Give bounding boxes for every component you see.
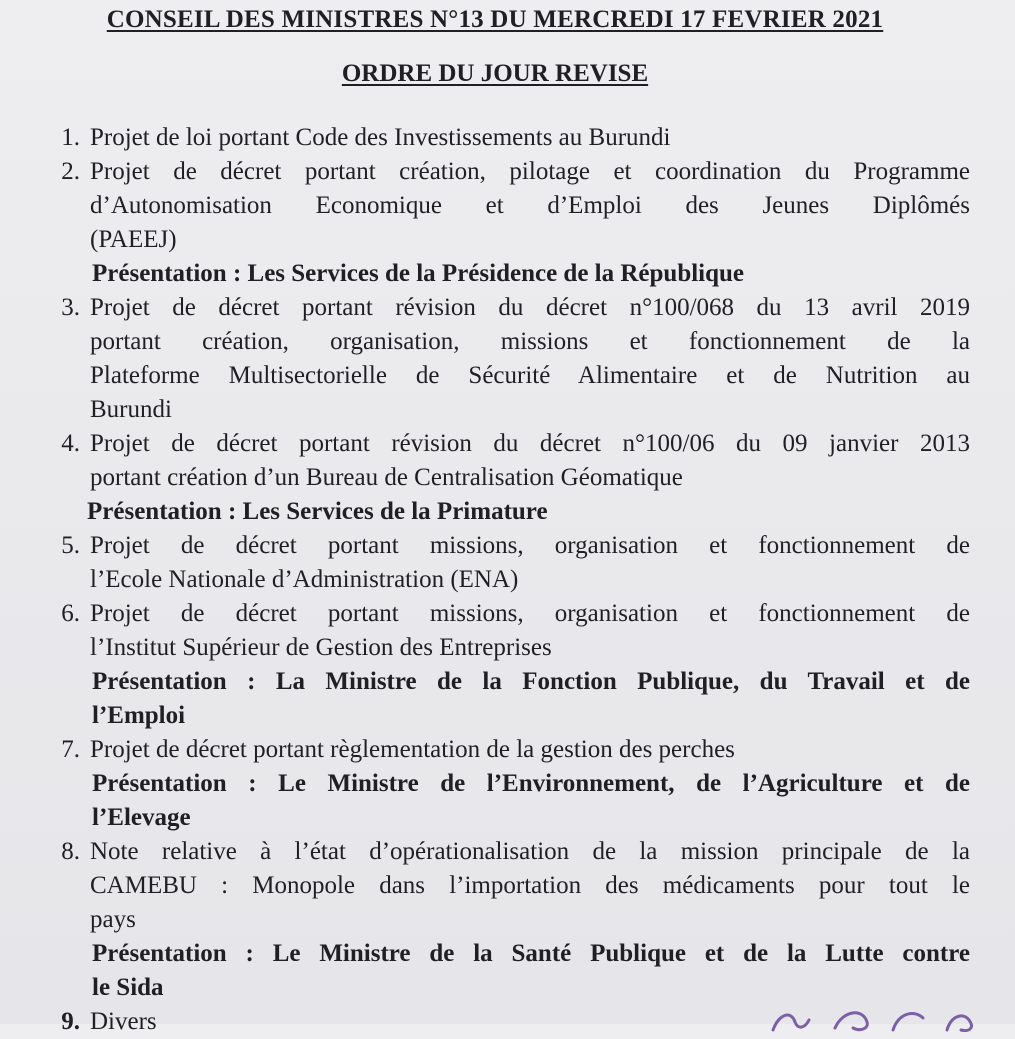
signature-stroke [947, 1016, 971, 1031]
agenda-item-line: Burundi [90, 396, 172, 423]
agenda-item-text [90, 291, 970, 427]
presentation-line [40, 767, 970, 835]
document-title: CONSEIL DES MINISTRES N°13 DU MERCREDI 17 FEVRIER 2021 [106, 6, 884, 33]
agenda-item-line: Projet de décret portant règlementation de la gestion des perches [90, 736, 735, 763]
agenda-item-8 [40, 835, 970, 937]
agenda-item-number: 9. [61, 1008, 80, 1035]
agenda-item-5 [40, 529, 970, 597]
presentation-text: Présentation : Les Services de la Présidence de la République [92, 260, 745, 287]
presentation-line [40, 665, 970, 733]
agenda-item-line: portant création, organisation, missions et fonctionnement de la [90, 328, 970, 355]
agenda-item-number: 4. [61, 430, 80, 457]
agenda-item-number: 8. [61, 838, 80, 865]
agenda-item-4 [40, 427, 970, 495]
agenda-item-number: 7. [61, 736, 80, 763]
agenda-item-6 [40, 597, 970, 665]
document-subtitle: ORDRE DU JOUR REVISE [341, 60, 649, 87]
agenda-item-number: 6. [61, 600, 80, 627]
agenda-item-1 [40, 121, 970, 155]
agenda-item-text [90, 155, 970, 257]
agenda-item-number: 5. [61, 532, 80, 559]
agenda-item-line: Projet de décret portant révision du décret n°100/068 du 13 avril 2019 [90, 294, 970, 321]
agenda-item-line: Plateforme Multisectorielle de Sécurité Alimentaire et de Nutrition au [90, 362, 970, 389]
agenda-item-line: Projet de décret portant création, pilotage et coordination du Programme [90, 158, 970, 185]
presentation-text: Présentation : Le Ministre de la Santé Publique et de la Lutte contre [92, 940, 970, 967]
agenda-item-line: l’Ecole Nationale d’Administration (ENA) [90, 566, 519, 593]
agenda-item-line: Projet de décret portant révision du décret n°100/06 du 09 janvier 2013 [90, 430, 970, 457]
agenda-item-number: 3. [61, 294, 80, 321]
signature-stroke [893, 1014, 923, 1030]
agenda-item-2 [40, 155, 970, 257]
agenda-item-text [90, 121, 970, 155]
agenda-item-line: Projet de décret portant missions, organisation et fonctionnement de [90, 600, 970, 627]
agenda-item-number: 1. [61, 124, 80, 151]
signature-stroke [835, 1013, 867, 1030]
handwritten-signature-mark [765, 992, 995, 1032]
agenda-item-text [90, 835, 970, 937]
agenda-item-line: d’Autonomisation Economique et d’Emploi des Jeunes Diplômés [90, 192, 970, 219]
agenda-item-line: l’Institut Supérieur de Gestion des Entreprises [90, 634, 552, 661]
agenda-list [40, 121, 970, 1039]
agenda-item-7 [40, 733, 970, 767]
agenda-item-line: pays [90, 906, 136, 933]
agenda-item-number: 2. [61, 158, 80, 185]
agenda-item-text [90, 427, 970, 495]
agenda-item-line: Projet de décret portant missions, organisation et fonctionnement de [90, 532, 970, 559]
presentation-line [40, 257, 970, 291]
agenda-item-line: Divers [90, 1008, 157, 1035]
agenda-item-line: portant création d’un Bureau de Centralisation Géomatique [90, 464, 683, 491]
agenda-item-line: CAMEBU : Monopole dans l’importation des médicaments pour tout le [90, 872, 970, 899]
agenda-item-text [90, 733, 970, 767]
presentation-text: Présentation : La Ministre de la Fonction Publique, du Travail et de [92, 668, 970, 695]
presentation-text: le Sida [92, 974, 164, 1001]
agenda-item-line: (PAEEJ) [90, 226, 177, 253]
agenda-item-line: Projet de loi portant Code des Investissements au Burundi [90, 124, 671, 151]
agenda-item-text [90, 597, 970, 665]
presentation-text: Présentation : Le Ministre de l’Environnement, de l’Agriculture et de [92, 770, 970, 797]
agenda-item-line: Note relative à l’état d’opérationalisation de la mission principale de la [90, 838, 970, 865]
agenda-item-text [90, 529, 970, 597]
presentation-text: Présentation : Les Services de la Primature [87, 498, 548, 525]
signature-stroke [773, 1015, 809, 1030]
presentation-line [40, 495, 970, 529]
agenda-item-3 [40, 291, 970, 427]
presentation-text: l’Emploi [92, 702, 186, 729]
presentation-text: l’Elevage [92, 804, 191, 831]
